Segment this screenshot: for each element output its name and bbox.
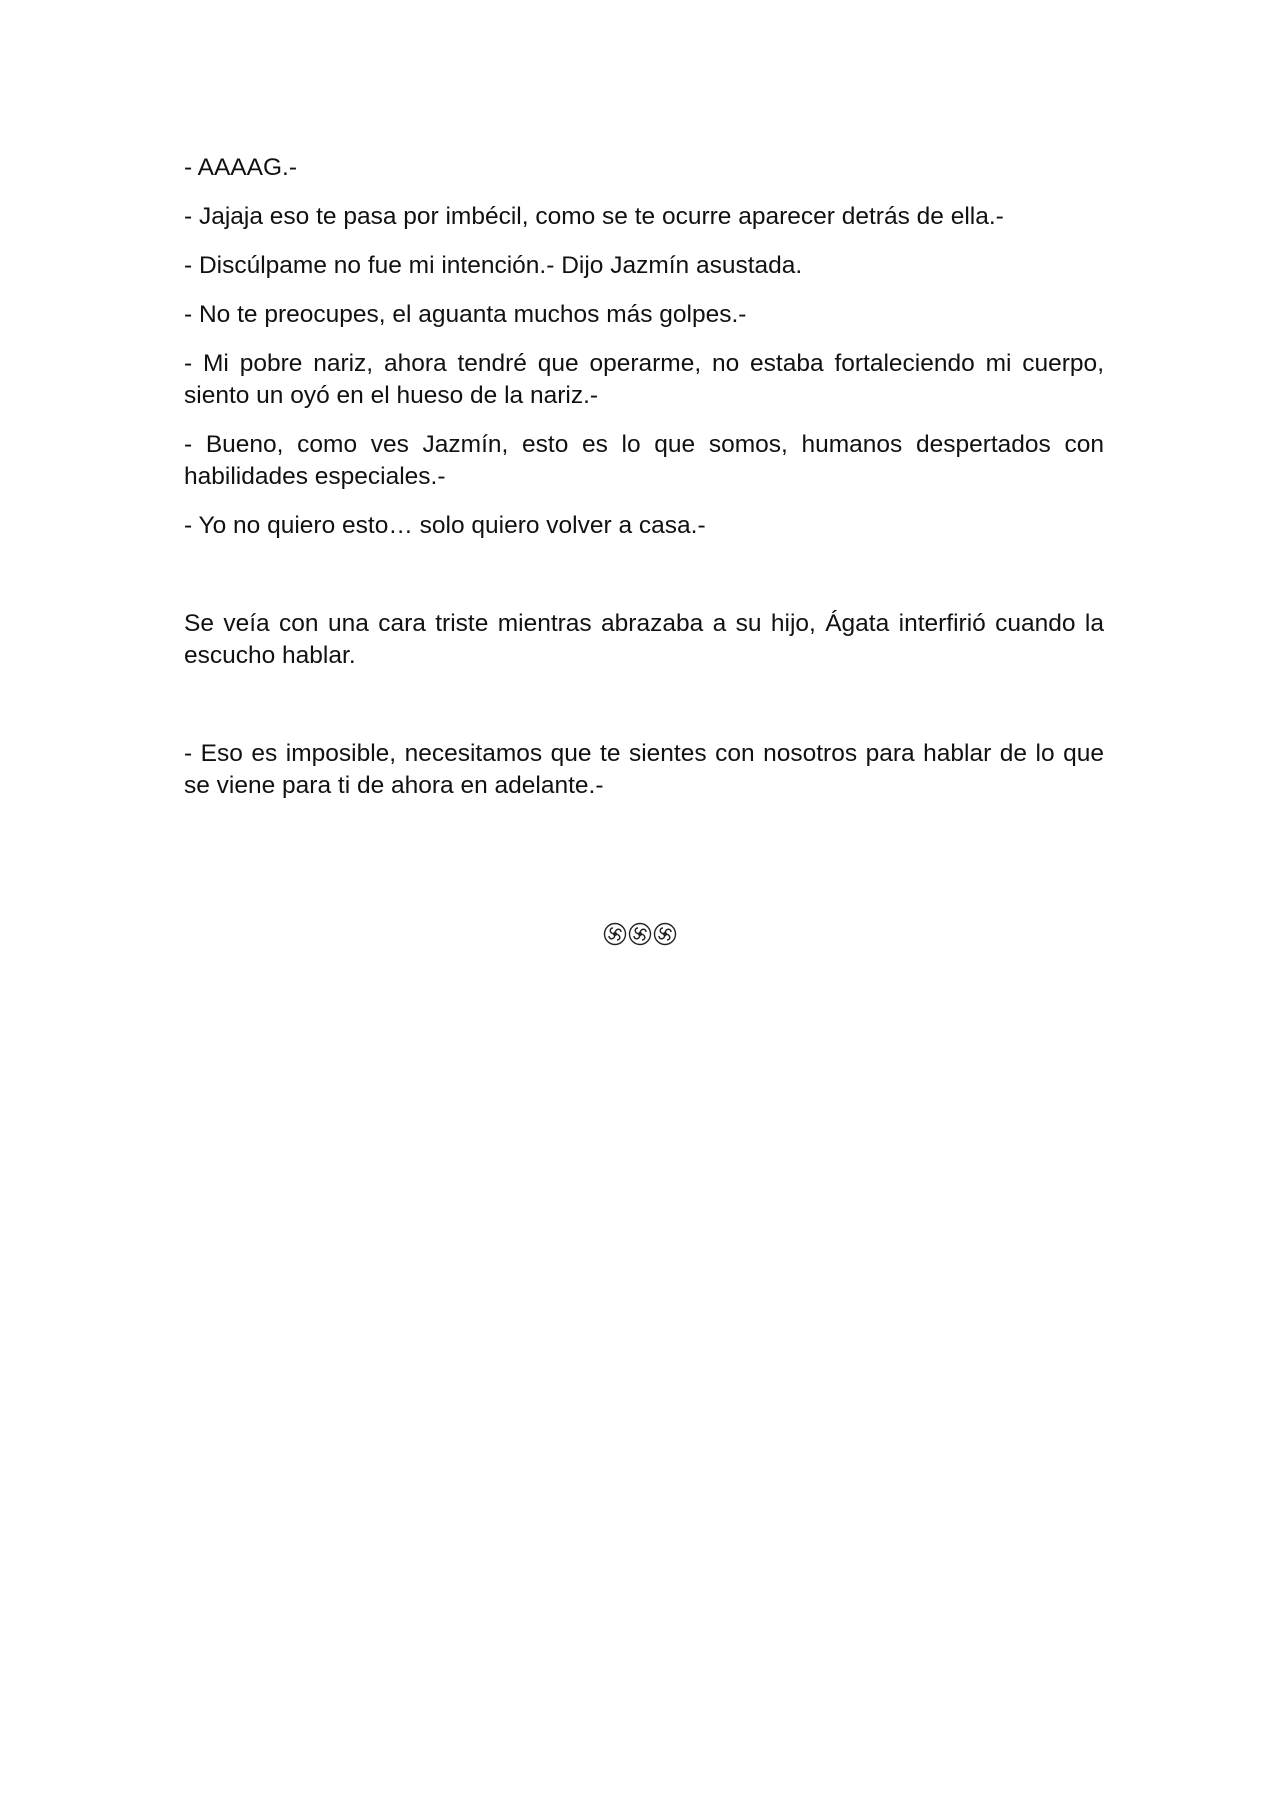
dialogue-line: - Jajaja eso te pasa por imbécil, como se te ocurre aparecer detrás de ella.- [184,203,1004,230]
dialogue-line: - Bueno, como ves Jazmín, esto es lo que somos, humanos despertados con habilidades especiales.- [184,431,1104,490]
swirl-icon [653,922,677,946]
dialogue-line: - Discúlpame no fue mi intención.- Dijo Jazmín asustada. [184,252,803,279]
swirl-icon [603,922,627,946]
paragraph-p7-wrapper [184,510,1104,542]
paragraph-p1-wrapper [184,152,1104,184]
triple-swirl-ornament-icon [0,922,1280,946]
paragraph-p3-wrapper [184,250,1104,282]
paragraph-p5-wrapper [184,348,1104,412]
dialogue-line: - No te preocupes, el aguanta muchos más golpes.- [184,301,747,328]
paragraph-p8-wrapper [184,608,1104,672]
dialogue-line: - AAAAG.- [184,154,298,181]
paragraph-p2-wrapper [184,201,1104,233]
paragraph-p9-wrapper [184,738,1104,802]
dialogue-line: - Mi pobre nariz, ahora tendré que operarme, no estaba fortaleciendo mi cuerpo, siento un oyó en el hueso de la nariz.- [184,350,1104,409]
swirl-icon [628,922,652,946]
dialogue-line: - Yo no quiero esto… solo quiero volver a casa.- [184,512,706,539]
paragraph-p6-wrapper [184,429,1104,493]
dialogue-line: - Eso es imposible, necesitamos que te sientes con nosotros para hablar de lo que se viene para ti de ahora en adelante.- [184,740,1104,799]
paragraph-p4-wrapper [184,299,1104,331]
narration-paragraph: Se veía con una cara triste mientras abrazaba a su hijo, Ágata interfirió cuando la escucho hablar. [184,610,1104,669]
